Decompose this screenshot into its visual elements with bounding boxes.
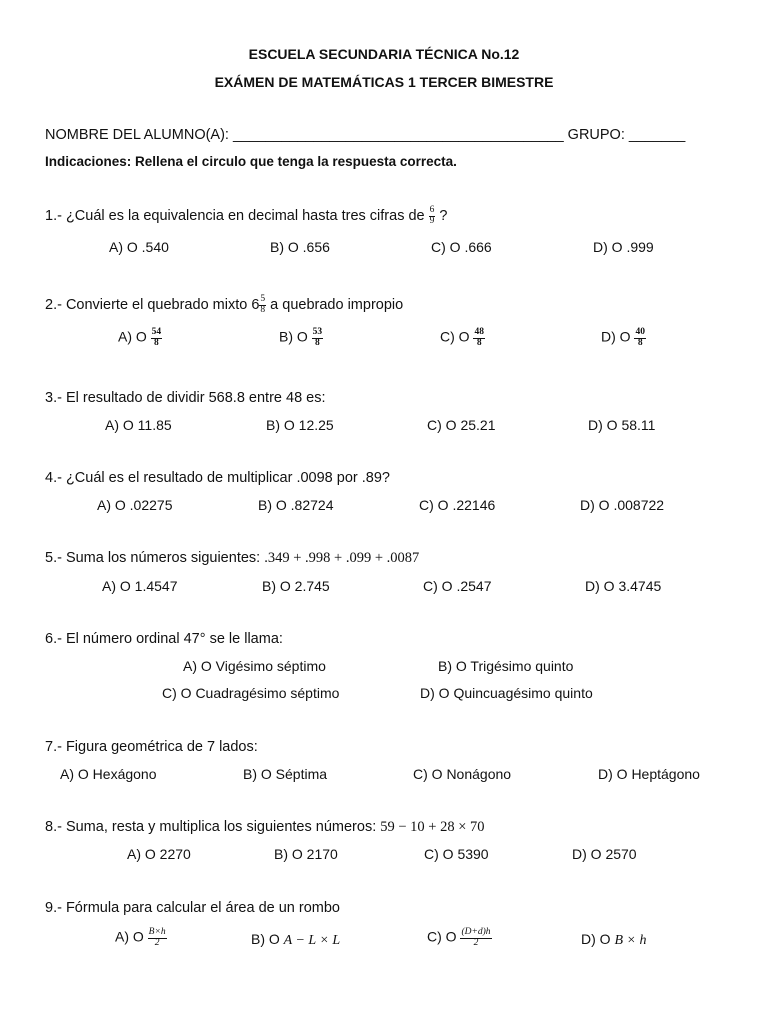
fraction-numerator: 54 [151,327,162,337]
q8-option-a[interactable]: A) O 2270 [127,846,191,862]
fraction-numerator: B×h [148,927,166,937]
option-label: C) O [427,928,461,945]
question-5-expression: .349 + .998 + .099 + .0087 [264,550,420,566]
q6-option-c[interactable]: C) O Cuadragésimo séptimo [162,685,340,701]
question-1-text-end: ? [435,207,448,224]
exam-title: EXÁMEN DE MATEMÁTICAS 1 TERCER BIMESTRE [214,74,554,90]
question-1-text: 1.- ¿Cuál es la equivalencia en decimal hasta tres cifras de [45,207,429,224]
fraction-denominator: 9 [429,215,435,226]
question-9: 9.- Fórmula para calcular el área de un rombo [45,900,340,916]
question-5 [45,550,419,567]
q2-option-a[interactable] [118,328,162,348]
fraction-denominator: 2 [154,937,160,948]
name-label: NOMBRE DEL ALUMNO(A): [45,127,233,143]
option-expression: A − L × L [283,933,341,948]
option-label: B) O [279,328,312,345]
q2-option-d[interactable] [601,328,646,348]
q8-option-b[interactable]: B) O 2170 [274,846,338,862]
question-5-text: 5.- Suma los números siguientes: [45,550,265,566]
q5-option-b[interactable]: B) O 2.745 [262,578,330,594]
option-fraction [460,928,491,948]
fraction-denominator: 8 [315,337,320,348]
fraction-numerator: 53 [312,327,323,337]
name-blank[interactable]: _________________________________________ [233,127,564,143]
q4-option-b[interactable]: B) O .82724 [258,497,334,513]
q2-option-c[interactable] [440,328,485,348]
question-8 [45,819,485,836]
option-fraction [634,328,646,348]
q4-option-c[interactable]: C) O .22146 [419,497,496,513]
q6-option-b[interactable]: B) O Trigésimo quinto [438,658,574,674]
question-1 [45,206,447,226]
q1-option-d[interactable]: D) O .999 [593,239,654,255]
option-label: B) O [251,931,284,947]
q3-option-a[interactable]: A) O 11.85 [105,417,172,433]
q4-option-a[interactable]: A) O .02275 [97,497,173,513]
question-4: 4.- ¿Cuál es el resultado de multiplicar .0098 por .89? [45,470,390,486]
student-info-line [45,127,685,143]
q7-option-d[interactable]: D) O Heptágono [598,766,700,782]
option-expression: B × h [614,933,647,948]
q2-option-b[interactable] [279,328,323,348]
option-fraction [473,328,485,348]
q7-option-a[interactable]: A) O Hexágono [60,766,157,782]
q5-option-a[interactable]: A) O 1.4547 [102,578,178,594]
fraction-numerator: (D+d)h [461,927,491,937]
group-label: GRUPO: [563,127,629,143]
q3-option-d[interactable]: D) O 58.11 [588,417,656,433]
question-3: 3.- El resultado de dividir 568.8 entre 48 es: [45,390,326,406]
fraction-numerator: 48 [474,327,484,337]
fraction-denominator: 8 [476,337,482,348]
q9-option-a[interactable] [115,928,167,948]
group-blank[interactable]: _______ [628,127,686,143]
option-label: D) O [581,931,615,947]
option-label: C) O [440,328,474,345]
q9-option-c[interactable] [427,928,492,948]
school-title: ESCUELA SECUNDARIA TÉCNICA No.12 [248,46,520,62]
question-2-text: 2.- Convierte el quebrado mixto 6 [45,296,260,313]
q1-option-a[interactable]: A) O .540 [109,239,169,255]
option-label: A) O [115,928,148,945]
q8-option-c[interactable]: C) O 5390 [424,846,489,862]
fraction-numerator: 6 [429,205,435,215]
q6-option-a[interactable]: A) O Vigésimo séptimo [183,658,326,674]
fraction-numerator: 40 [635,327,645,337]
option-fraction [148,928,167,948]
question-7: 7.- Figura geométrica de 7 lados: [45,739,258,755]
option-label: A) O [118,328,151,345]
fraction-numerator: 5 [260,294,266,304]
fraction-denominator: 8 [260,304,266,315]
question-2-text-end: a quebrado impropio [266,296,404,313]
q5-option-d[interactable]: D) O 3.4745 [585,578,662,594]
q9-option-d[interactable] [581,931,646,949]
option-label: D) O [601,328,635,345]
q9-option-b[interactable] [251,931,340,949]
q1-option-c[interactable]: C) O .666 [431,239,492,255]
q8-option-d[interactable]: D) O 2570 [572,846,637,862]
fraction-denominator: 8 [637,337,643,348]
option-fraction [151,328,163,348]
q3-option-b[interactable]: B) O 12.25 [266,417,334,433]
instructions: Indicaciones: Rellena el circulo que tenga la respuesta correcta. [45,154,457,169]
question-6: 6.- El número ordinal 47° se le llama: [45,631,283,647]
q6-option-d[interactable]: D) O Quincuagésimo quinto [420,685,593,701]
question-8-text: 8.- Suma, resta y multiplica los siguientes números: [45,819,381,835]
q7-option-b[interactable]: B) O Séptima [243,766,328,782]
q1-option-b[interactable]: B) O .656 [270,239,330,255]
q7-option-c[interactable]: C) O Nonágono [413,766,512,782]
question-8-expression: 59 − 10 + 28 × 70 [380,819,485,835]
q4-option-d[interactable]: D) O .008722 [580,497,665,513]
question-2 [45,295,403,315]
q3-option-c[interactable]: C) O 25.21 [427,417,496,433]
fraction-denominator: 2 [473,937,479,948]
fraction-denominator: 8 [154,337,159,348]
option-fraction [312,328,324,348]
q5-option-c[interactable]: C) O .2547 [423,578,492,594]
